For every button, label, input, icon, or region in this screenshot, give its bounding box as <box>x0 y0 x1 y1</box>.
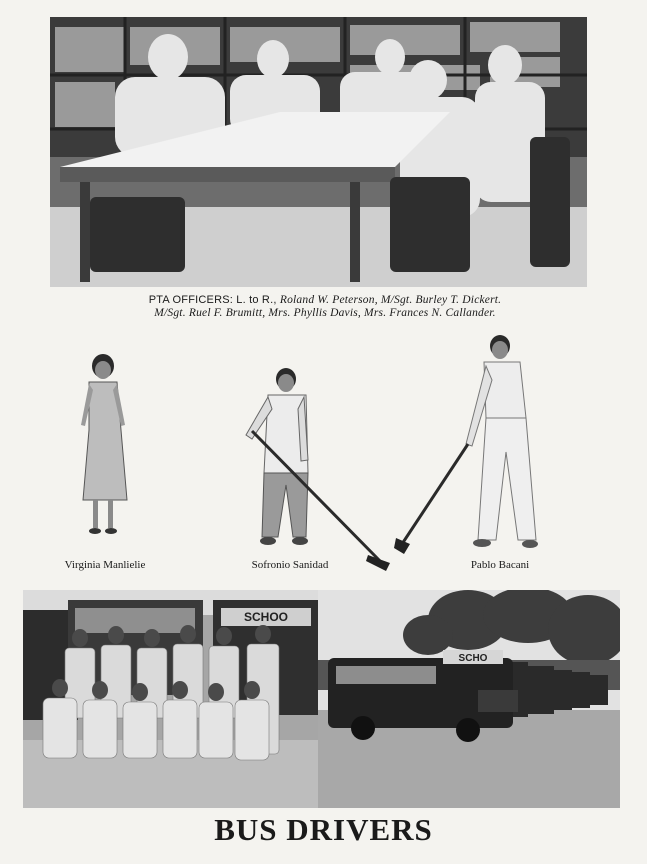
pta-officers-photo <box>50 17 587 287</box>
staff-photo-sofronio <box>238 365 393 573</box>
caption-names-line2: M/Sgt. Ruel F. Brumitt, Mrs. Phyllis Davis, Mrs. Frances N. Callander. <box>154 307 496 319</box>
staff-name-sofronio: Sofronio Sanidad <box>251 559 329 571</box>
page-title: BUS DRIVERS <box>214 812 433 847</box>
school-buses-photo <box>318 590 620 808</box>
bus-drivers-group-photo <box>23 590 318 808</box>
staff-name-virginia: Virginia Manlielie <box>64 559 146 571</box>
caption-lead: PTA OFFICERS: L. to R., <box>148 294 277 306</box>
staff-name-pablo: Pablo Bacani <box>470 559 530 571</box>
staff-photo-pablo <box>392 332 544 557</box>
bus-sign-right: SCHO <box>458 653 488 664</box>
bus-sign-left: SCHOO <box>243 610 289 624</box>
caption-names-line1: Roland W. Peterson, M/Sgt. Burley T. Dickert. <box>279 294 502 306</box>
staff-photo-virginia <box>75 350 135 540</box>
pta-officers-caption <box>60 294 590 320</box>
